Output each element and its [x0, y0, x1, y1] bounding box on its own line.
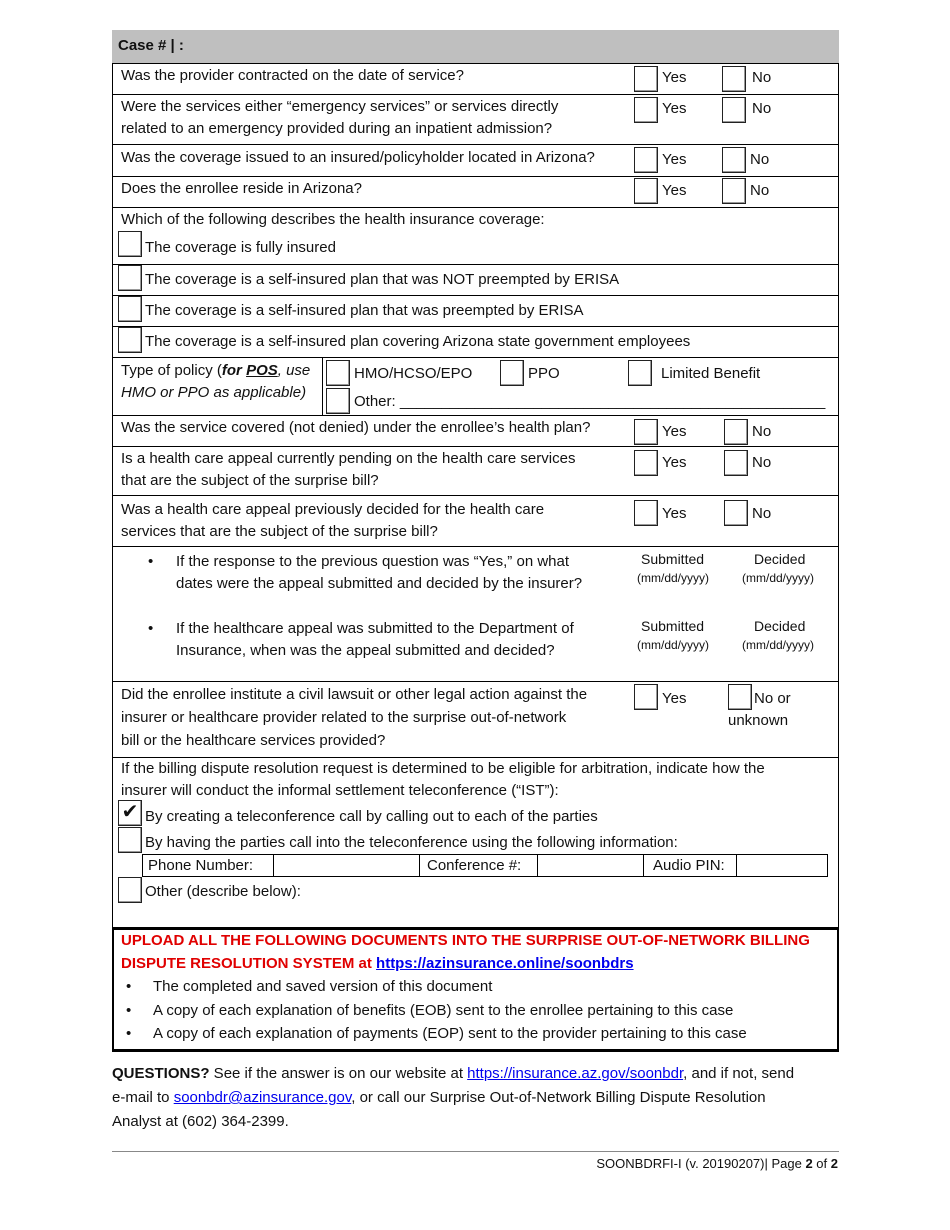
q4-no-checkbox[interactable] [722, 178, 746, 204]
coverage-option-checkbox[interactable] [118, 296, 142, 322]
q6-yes-checkbox[interactable] [634, 450, 658, 476]
row-divider [112, 326, 839, 327]
upload-url-link[interactable]: https://azinsurance.online/soonbdrs [376, 955, 634, 972]
q8-line3: bill or the healthcare services provided? [121, 732, 386, 749]
coverage-option-checkbox[interactable] [118, 231, 142, 257]
q8-line2: insurer or healthcare provider related to the surprise out-of-network [121, 709, 567, 726]
bullet-dot: • [148, 553, 154, 570]
row-divider [112, 295, 839, 296]
coverage-option-checkbox[interactable] [118, 327, 142, 353]
ist-opt2-checkbox[interactable] [118, 827, 142, 853]
q7-yes-checkbox[interactable] [634, 500, 658, 526]
q4-no-label: No [750, 182, 770, 199]
questions-line2: e-mail to soonbdr@azinsurance.gov, or call our Surprise Out-of-Network Billing Dispute Resolution [112, 1089, 766, 1106]
table-left-border [112, 63, 113, 929]
ist-line1: If the billing dispute resolution request is determined to be eligible for arbitration, indicate how the [121, 760, 765, 777]
coverage-option-checkbox[interactable] [118, 265, 142, 291]
row-divider [112, 357, 839, 358]
b1-line1: If the response to the previous question was “Yes,” on what [176, 553, 570, 570]
q8-yes-checkbox[interactable] [634, 684, 658, 710]
q3-no-label: No [750, 151, 770, 168]
b1-submitted-format: (mm/dd/yyyy) [637, 571, 709, 585]
q6-line2: that are the subject of the surprise bill? [121, 472, 379, 489]
q5-yes-label: Yes [662, 423, 687, 440]
row-divider [112, 264, 839, 265]
q6-no-label: No [752, 454, 772, 471]
bullet-dot: • [148, 620, 154, 637]
policy-label: Type of policy (for POS, use [121, 362, 311, 379]
questions-line1: QUESTIONS? See if the answer is on our website at https://insurance.az.gov/soonbdr, and if not, send [112, 1065, 795, 1082]
q3-no-checkbox[interactable] [722, 147, 746, 173]
q8-no-checkbox[interactable] [728, 684, 752, 710]
policy-limited-checkbox[interactable] [628, 360, 652, 386]
case-header [112, 30, 839, 63]
case-label: Case # | : [118, 37, 184, 54]
b2-line2: Insurance, when was the appeal submitted and decided? [176, 642, 555, 659]
phone-input[interactable] [274, 855, 418, 876]
coverage-option-label: The coverage is fully insured [145, 239, 336, 256]
q2-yes-label: Yes [662, 100, 687, 117]
ist-info-divider [643, 854, 644, 877]
q1-no-checkbox[interactable] [722, 66, 746, 92]
upload-heading-line2: DISPUTE RESOLUTION SYSTEM at https://azinsurance.online/soonbdrs [121, 955, 634, 972]
q7-no-label: No [752, 505, 772, 522]
coverage-question: Which of the following describes the health insurance coverage: [121, 211, 545, 228]
q1-yes-checkbox[interactable] [634, 66, 658, 92]
pin-label: Audio PIN: [653, 857, 725, 874]
b2-decided-format: (mm/dd/yyyy) [742, 638, 814, 652]
policy-hmo-label: HMO/HCSO/EPO [354, 365, 473, 382]
policy-hmo-checkbox[interactable] [326, 360, 350, 386]
q1-text: Was the provider contracted on the date of service? [121, 67, 464, 84]
upload-item: A copy of each explanation of payments (EOP) sent to the provider pertaining to this case [153, 1025, 747, 1042]
b2-submitted-label: Submitted [641, 618, 705, 634]
policy-ppo-label: PPO [528, 365, 560, 382]
q5-no-checkbox[interactable] [724, 419, 748, 445]
row-divider [112, 546, 839, 547]
b2-decided-label: Decided [754, 618, 806, 634]
q8-yes-label: Yes [662, 690, 687, 707]
q2-line2: related to an emergency provided during an inpatient admission? [121, 120, 553, 137]
q5-yes-checkbox[interactable] [634, 419, 658, 445]
q4-text: Does the enrollee reside in Arizona? [121, 180, 362, 197]
q8-line1: Did the enrollee institute a civil lawsuit or other legal action against the [121, 686, 588, 703]
policy-other-field[interactable]: Other: ___________________________________________________ [354, 393, 826, 410]
b1-line2: dates were the appeal submitted and decided by the insurer? [176, 575, 583, 592]
b2-line1: If the healthcare appeal was submitted to the Department of [176, 620, 574, 637]
questions-line3: Analyst at (602) 364-2399. [112, 1113, 289, 1130]
conference-input[interactable] [538, 855, 642, 876]
coverage-option-label: The coverage is a self-insured plan that was NOT preempted by ERISA [145, 271, 620, 288]
q2-line1: Were the services either “emergency services” or services directly [121, 98, 559, 115]
ist-line2: insurer will conduct the informal settlement teleconference (“IST”): [121, 782, 559, 799]
bullet-dot: • [126, 1002, 132, 1019]
q7-line2: services that are the subject of the surprise bill? [121, 523, 438, 540]
ist-opt1-label: By creating a teleconference call by calling out to each of the parties [145, 808, 598, 825]
b1-decided-format: (mm/dd/yyyy) [742, 571, 814, 585]
q7-line1: Was a health care appeal previously decided for the health care [121, 501, 545, 518]
phone-label: Phone Number: [148, 857, 254, 874]
q7-yes-label: Yes [662, 505, 687, 522]
table-right-border [838, 63, 839, 929]
policy-label-line2: HMO or PPO as applicable) [121, 384, 307, 401]
conference-label: Conference #: [427, 857, 522, 874]
q2-no-label: No [752, 100, 772, 117]
upload-heading-line1: UPLOAD ALL THE FOLLOWING DOCUMENTS INTO THE SURPRISE OUT-OF-NETWORK BILLING [121, 932, 810, 949]
ist-opt1-checkbox[interactable]: ✔ [118, 800, 142, 826]
policy-ppo-checkbox[interactable] [500, 360, 524, 386]
q7-no-checkbox[interactable] [724, 500, 748, 526]
q2-yes-checkbox[interactable] [634, 97, 658, 123]
bullet-dot: • [126, 1025, 132, 1042]
ist-other-label: Other (describe below): [145, 883, 301, 900]
upload-box-left [112, 927, 114, 1052]
b2-submitted-format: (mm/dd/yyyy) [637, 638, 709, 652]
b1-decided-label: Decided [754, 551, 806, 567]
coverage-option-label: The coverage is a self-insured plan covering Arizona state government employees [145, 333, 691, 350]
upload-item: A copy of each explanation of benefits (EOB) sent to the enrollee pertaining to this case [153, 1002, 734, 1019]
upload-box-right [837, 927, 839, 1052]
upload-item: The completed and saved version of this document [153, 978, 493, 995]
q6-no-checkbox[interactable] [724, 450, 748, 476]
ist-opt2-label: By having the parties call into the teleconference using the following information: [145, 834, 678, 851]
q2-no-checkbox[interactable] [722, 97, 746, 123]
ist-other-checkbox[interactable] [118, 877, 142, 903]
q8-no-label-line2: unknown [728, 712, 789, 729]
b1-submitted-label: Submitted [641, 551, 705, 567]
policy-divider [322, 357, 323, 415]
q3-text: Was the coverage issued to an insured/policyholder located in Arizona? [121, 149, 595, 166]
row-divider [112, 681, 839, 682]
q1-no-label: No [752, 69, 772, 86]
row-divider [112, 144, 839, 145]
q3-yes-label: Yes [662, 151, 687, 168]
footer-text: SOONBDRFI-I (v. 20190207)| Page 2 of 2 [596, 1156, 838, 1171]
coverage-option-label: The coverage is a self-insured plan that was preempted by ERISA [145, 302, 584, 319]
q5-text: Was the service covered (not denied) under the enrollee’s health plan? [121, 419, 591, 436]
q3-yes-checkbox[interactable] [634, 147, 658, 173]
q6-line1: Is a health care appeal currently pending on the health care services [121, 450, 576, 467]
q4-yes-label: Yes [662, 182, 687, 199]
email-link[interactable]: soonbdr@azinsurance.gov [173, 1089, 352, 1106]
row-divider [112, 495, 839, 496]
q6-yes-label: Yes [662, 454, 687, 471]
ist-info-divider [419, 854, 420, 877]
q4-yes-checkbox[interactable] [634, 178, 658, 204]
bullet-dot: • [126, 978, 132, 995]
website-link[interactable]: https://insurance.az.gov/soonbdr [467, 1065, 684, 1082]
q8-no-label: No or [754, 690, 791, 707]
q5-no-label: No [752, 423, 772, 440]
policy-limited-label: Limited Benefit [661, 365, 761, 382]
policy-other-checkbox[interactable] [326, 388, 350, 414]
pin-input[interactable] [737, 855, 827, 876]
upload-box-bottom [112, 1049, 839, 1052]
q1-yes-label: Yes [662, 69, 687, 86]
